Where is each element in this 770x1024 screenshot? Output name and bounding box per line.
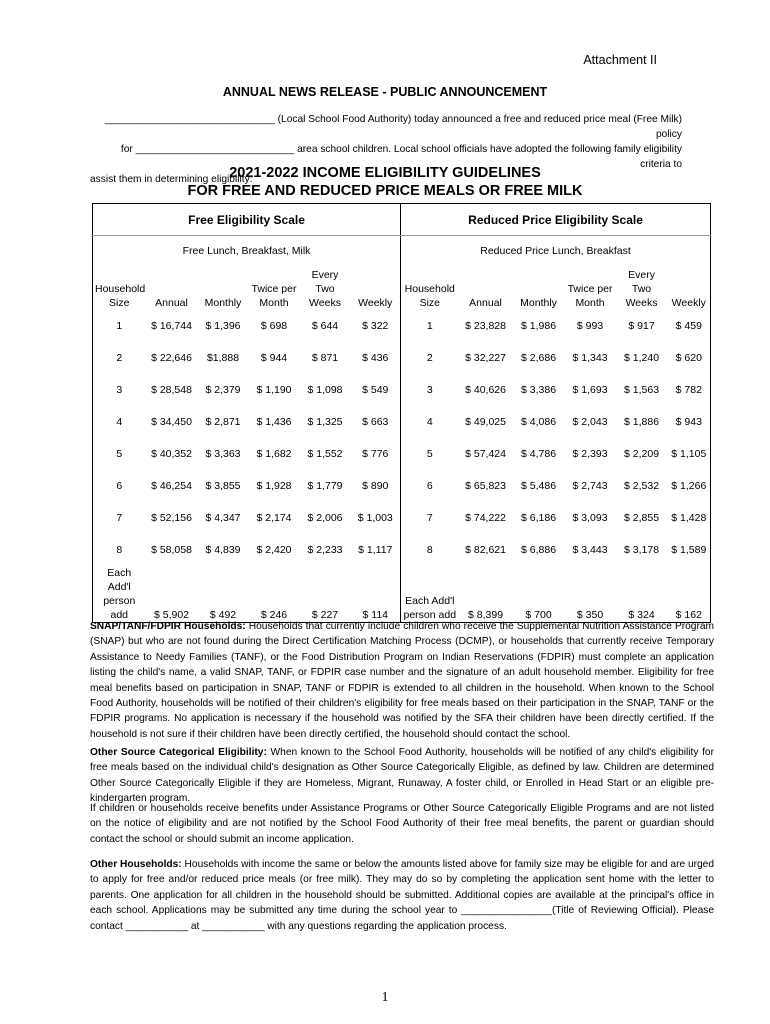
other-source-label: Other Source Categorical Eligibility: — [90, 747, 267, 758]
free-table-cell: $ 549 — [351, 374, 401, 406]
free-table-cell: $ 3,855 — [205, 480, 241, 492]
free-table-cell: $ 322 — [351, 310, 401, 342]
free-table-cell: $ 1,396 — [205, 320, 241, 332]
reduced-table-cell: $ 1,563 — [624, 384, 660, 396]
reduced-table-cell: 6 — [426, 480, 433, 492]
free-table-cell: $ 1,552 — [307, 448, 343, 460]
reduced-table-cell: 1 — [426, 320, 433, 332]
free-table-cell: $ 34,450 — [151, 416, 192, 428]
free-table-cell: $ 2,420 — [256, 544, 292, 556]
other-source-text: When known to the School Food Authority, households will be notified of any child's eligibility for free meals based on the individual child's designation as Other Source Categorically Eligible, as defined by law. Children are determined Other Source Categorically Eligible if they are Homeless, Migrant, Runaway, A foster child, or Enrolled in Head Start or an eligible pre-kindergarten program. — [90, 747, 714, 805]
free-table-cell: $ 246 — [249, 566, 300, 623]
reduced-table-cell: 8 — [426, 544, 433, 556]
reduced-table-cell: 3 — [426, 384, 433, 396]
guidelines-subtitle: FOR FREE AND REDUCED PRICE MEALS OR FREE MILK — [187, 183, 583, 199]
free-table-cell: $ 28,548 — [151, 384, 192, 396]
reduced-table-cell: $ 6,186 — [521, 512, 557, 524]
reduced-table-cell: 4 — [426, 416, 433, 428]
free-table-cell: $ 2,871 — [205, 416, 241, 428]
reduced-table-cell: $ 2,393 — [572, 448, 608, 460]
free-table-cell: 5 — [93, 438, 146, 470]
reduced-table-cell: $ 57,424 — [465, 448, 506, 460]
free-table-cell: 3 — [93, 374, 146, 406]
free-table-cell: $ 58,058 — [151, 544, 192, 556]
free-table-cell: 7 — [93, 502, 146, 534]
reduced-scale-subheading: Reduced Price Lunch, Breakfast — [401, 236, 711, 267]
snap-label: SNAP/TANF/FDPIR Households: — [90, 621, 246, 632]
free-table-cell: $ 227 — [300, 566, 351, 623]
page-number: 1 — [381, 990, 389, 1005]
reduced-table-cell: $ 74,222 — [465, 512, 506, 524]
table-row — [93, 566, 711, 623]
reduced-table-cell: $ 3,178 — [624, 544, 660, 556]
reduced-scale-heading: Reduced Price Eligibility Scale — [401, 204, 711, 236]
column-header-row — [93, 266, 711, 310]
table-row — [93, 310, 711, 342]
reduced-table-cell: $ 1,428 — [668, 502, 711, 534]
free-table-cell: $ 52,156 — [151, 512, 192, 524]
reduced-table-cell: $ 324 — [616, 566, 668, 623]
reduced-table-cell: $ 993 — [576, 320, 604, 332]
intro-line-1: ______________________________ (Local School Food Authority) today announced a free and reduced price meal (Free Milk) policy — [104, 114, 682, 140]
reduced-col-header: Annual — [469, 297, 502, 309]
free-table-cell: $ 46,254 — [151, 480, 192, 492]
reduced-table-cell: $ 459 — [668, 310, 711, 342]
reduced-table-cell: $ 8,399 — [459, 566, 513, 623]
reduced-table-cell: $ 162 — [668, 566, 711, 623]
free-table-cell: $ 114 — [351, 566, 401, 623]
free-table-cell: Each Add'l person add — [93, 566, 146, 623]
reduced-col-header: Household Size — [404, 283, 455, 309]
free-table-cell: $ 4,839 — [205, 544, 241, 556]
reduced-table-cell: 7 — [426, 512, 433, 524]
reduced-table-cell: $ 1,240 — [624, 352, 660, 364]
table-row — [93, 534, 711, 566]
reduced-table-cell: $ 3,093 — [572, 512, 608, 524]
reduced-table-cell: $ 2,743 — [572, 480, 608, 492]
reduced-table-cell: $ 1,589 — [668, 534, 711, 566]
reduced-col-header: Monthly — [520, 297, 557, 309]
reduced-table-cell: $ 1,105 — [668, 438, 711, 470]
reduced-table-cell: $ 1,343 — [572, 352, 608, 364]
free-table-cell: 6 — [93, 470, 146, 502]
free-table-cell: $ 40,352 — [151, 448, 192, 460]
table-row — [93, 470, 711, 502]
free-col-header: Monthly — [204, 297, 242, 309]
reduced-table-cell: $ 49,025 — [465, 416, 506, 428]
free-table-cell: $ 16,744 — [151, 320, 192, 332]
free-table-cell: $ 1,928 — [256, 480, 292, 492]
reduced-table-cell: Each Add'l person add — [401, 566, 459, 623]
free-table-cell: $ 1,117 — [351, 534, 401, 566]
free-table-cell: $ 2,174 — [256, 512, 292, 524]
reduced-table-cell: $ 943 — [668, 406, 711, 438]
intro-line-3: assist them in determining eligibility: — [90, 174, 253, 185]
reduced-table-cell: $ 32,227 — [465, 352, 506, 364]
reduced-table-cell: $ 1,693 — [572, 384, 608, 396]
reduced-table-cell: $ 2,532 — [624, 480, 660, 492]
free-table-cell: $ 1,682 — [256, 448, 292, 460]
free-table-cell: 8 — [93, 534, 146, 566]
reduced-table-cell: $ 782 — [668, 374, 711, 406]
free-table-cell: $ 1,325 — [307, 416, 343, 428]
free-col-header: Household Size — [93, 266, 146, 310]
free-table-cell: $ 1,190 — [256, 384, 292, 396]
other-households-paragraph — [90, 857, 714, 934]
free-table-cell: $ 1,003 — [351, 502, 401, 534]
notice-paragraph — [90, 801, 714, 847]
income-eligibility-table — [92, 203, 711, 623]
free-table-cell: $ 776 — [351, 438, 401, 470]
free-table-cell: $1,888 — [206, 352, 240, 364]
reviewing-official-blank: ________________ — [461, 905, 552, 917]
snap-paragraph — [90, 619, 714, 742]
reduced-table-cell: $ 1,266 — [668, 470, 711, 502]
table-row — [93, 502, 711, 534]
free-table-cell: $ 2,233 — [307, 544, 343, 556]
reduced-table-cell: $ 23,828 — [465, 320, 506, 332]
free-table-cell: $ 1,098 — [307, 384, 343, 396]
free-col-header: Weekly — [351, 266, 401, 310]
other-source-paragraph — [90, 745, 714, 807]
reduced-col-header: Twice per Month — [567, 283, 613, 309]
reduced-table-cell: $ 620 — [668, 342, 711, 374]
reduced-table-cell: $ 3,386 — [521, 384, 557, 396]
intro-line-2: for ____________________________ area school children. Local school officials have adopted the following family eligibility criteria to — [120, 144, 682, 170]
free-table-cell: $ 944 — [260, 352, 288, 364]
free-table-cell: 1 — [93, 310, 146, 342]
free-col-header: Annual — [155, 297, 188, 309]
free-table-cell: $ 3,363 — [205, 448, 241, 460]
table-body — [93, 310, 711, 623]
reduced-table-cell: $ 5,486 — [521, 480, 557, 492]
free-table-cell: 2 — [93, 342, 146, 374]
other-households-text-a: Households with income the same or below the amounts listed above for family size may be eligible for and are urged to apply for free and/or reduced price meals (or free milk). They may do so by completing the application sent home with the letter to parents. One application for all children in the household should be submitted. Additional copies are available at the principal's office in each school. Applications may be submitted any time during the school year to — [90, 859, 715, 917]
reduced-table-cell: $ 2,855 — [624, 512, 660, 524]
reduced-table-cell: $ 4,786 — [521, 448, 557, 460]
guidelines-title: 2021-2022 INCOME ELIGIBILITY GUIDELINES — [229, 165, 541, 181]
free-table-cell: $ 644 — [311, 320, 339, 332]
free-col-header: Every Two Weeks — [309, 269, 341, 309]
attachment-label: Attachment II — [583, 53, 657, 67]
free-table-cell: $ 663 — [351, 406, 401, 438]
reduced-table-cell: $ 82,621 — [465, 544, 506, 556]
reduced-table-cell: $ 2,209 — [624, 448, 660, 460]
notice-text: If children or households receive benefits under Assistance Programs or Other Source Categorically Eligible Programs and are not listed on the notice of eligibility and are not notified by the School Food Authority of their free meal benefits, the parent or guardian should contact the school or should submit an income application. — [90, 803, 714, 845]
table-row — [93, 342, 711, 374]
free-table-cell: $ 4,347 — [205, 512, 241, 524]
news-release-heading: ANNUAL NEWS RELEASE - PUBLIC ANNOUNCEMENT — [222, 85, 548, 99]
free-table-cell: $ 1,779 — [307, 480, 343, 492]
reduced-col-header: Every Two Weeks — [625, 269, 658, 309]
reduced-table-cell: 5 — [426, 448, 433, 460]
free-table-cell: $ 436 — [351, 342, 401, 374]
free-table-cell: 4 — [93, 406, 146, 438]
reduced-table-cell: $ 700 — [513, 566, 565, 623]
free-table-cell: $ 890 — [351, 470, 401, 502]
free-scale-subheading: Free Lunch, Breakfast, Milk — [93, 236, 401, 267]
free-table-cell: $ 2,006 — [307, 512, 343, 524]
free-table-cell: $ 698 — [260, 320, 288, 332]
free-col-header: Twice per Month — [251, 283, 297, 309]
free-table-cell: $ 871 — [311, 352, 339, 364]
other-households-label: Other Households: — [90, 859, 182, 870]
free-table-cell: $ 22,646 — [151, 352, 192, 364]
other-households-text-b: (Title of Reviewing Official). Please contact ___________ at ___________ with any questions regarding the application process. — [90, 905, 714, 932]
free-table-cell: $ 492 — [198, 566, 249, 623]
reduced-table-cell: $ 4,086 — [521, 416, 557, 428]
free-table-cell: $ 5,902 — [146, 566, 198, 623]
reduced-table-cell: $ 6,886 — [521, 544, 557, 556]
reduced-table-cell: $ 65,823 — [465, 480, 506, 492]
reduced-table-cell: $ 1,986 — [521, 320, 557, 332]
reduced-table-cell: $ 2,043 — [572, 416, 608, 428]
reduced-table-cell: $ 1,886 — [624, 416, 660, 428]
table-row — [93, 374, 711, 406]
reduced-col-header: Weekly — [668, 266, 711, 310]
reduced-table-cell: $ 917 — [628, 320, 655, 332]
reduced-table-cell: $ 350 — [565, 566, 616, 623]
table-row — [93, 438, 711, 470]
snap-text: Households that currently include children who receive the Supplemental Nutrition Assistance Program (SNAP) but who are not found during the Direct Certification Matching Process (DCMP), or households that currently receive Temporary Assistance to Needy Families (TANF), or the Food Distribution Program on Indian Reservations (FDPIR) must complete an application listing the child's name, a valid SNAP, TANF, or FDPIR case number and the signature of an adult household member. Eligibility for free meal benefits based on participation in SNAP, TANF or FDPIR is extended to all children in the household. When known to the School Food Authority, households will be notified of their children's eligibility for free meals based on their participation in the SNAP, TANF or the FDPIR programs. No application is necessary if the household was notified by the SFA their children have been directly certified. If the household is not sure if their children have been directly certified, the household should contact the school. — [90, 621, 715, 740]
free-table-cell: $ 2,379 — [205, 384, 241, 396]
free-table-cell: $ 1,436 — [256, 416, 292, 428]
reduced-table-cell: $ 3,443 — [572, 544, 608, 556]
reduced-table-cell: $ 2,686 — [521, 352, 557, 364]
reduced-table-cell: 2 — [426, 352, 433, 364]
table-row — [93, 406, 711, 438]
reduced-table-cell: $ 40,626 — [465, 384, 506, 396]
free-scale-heading: Free Eligibility Scale — [93, 204, 401, 236]
